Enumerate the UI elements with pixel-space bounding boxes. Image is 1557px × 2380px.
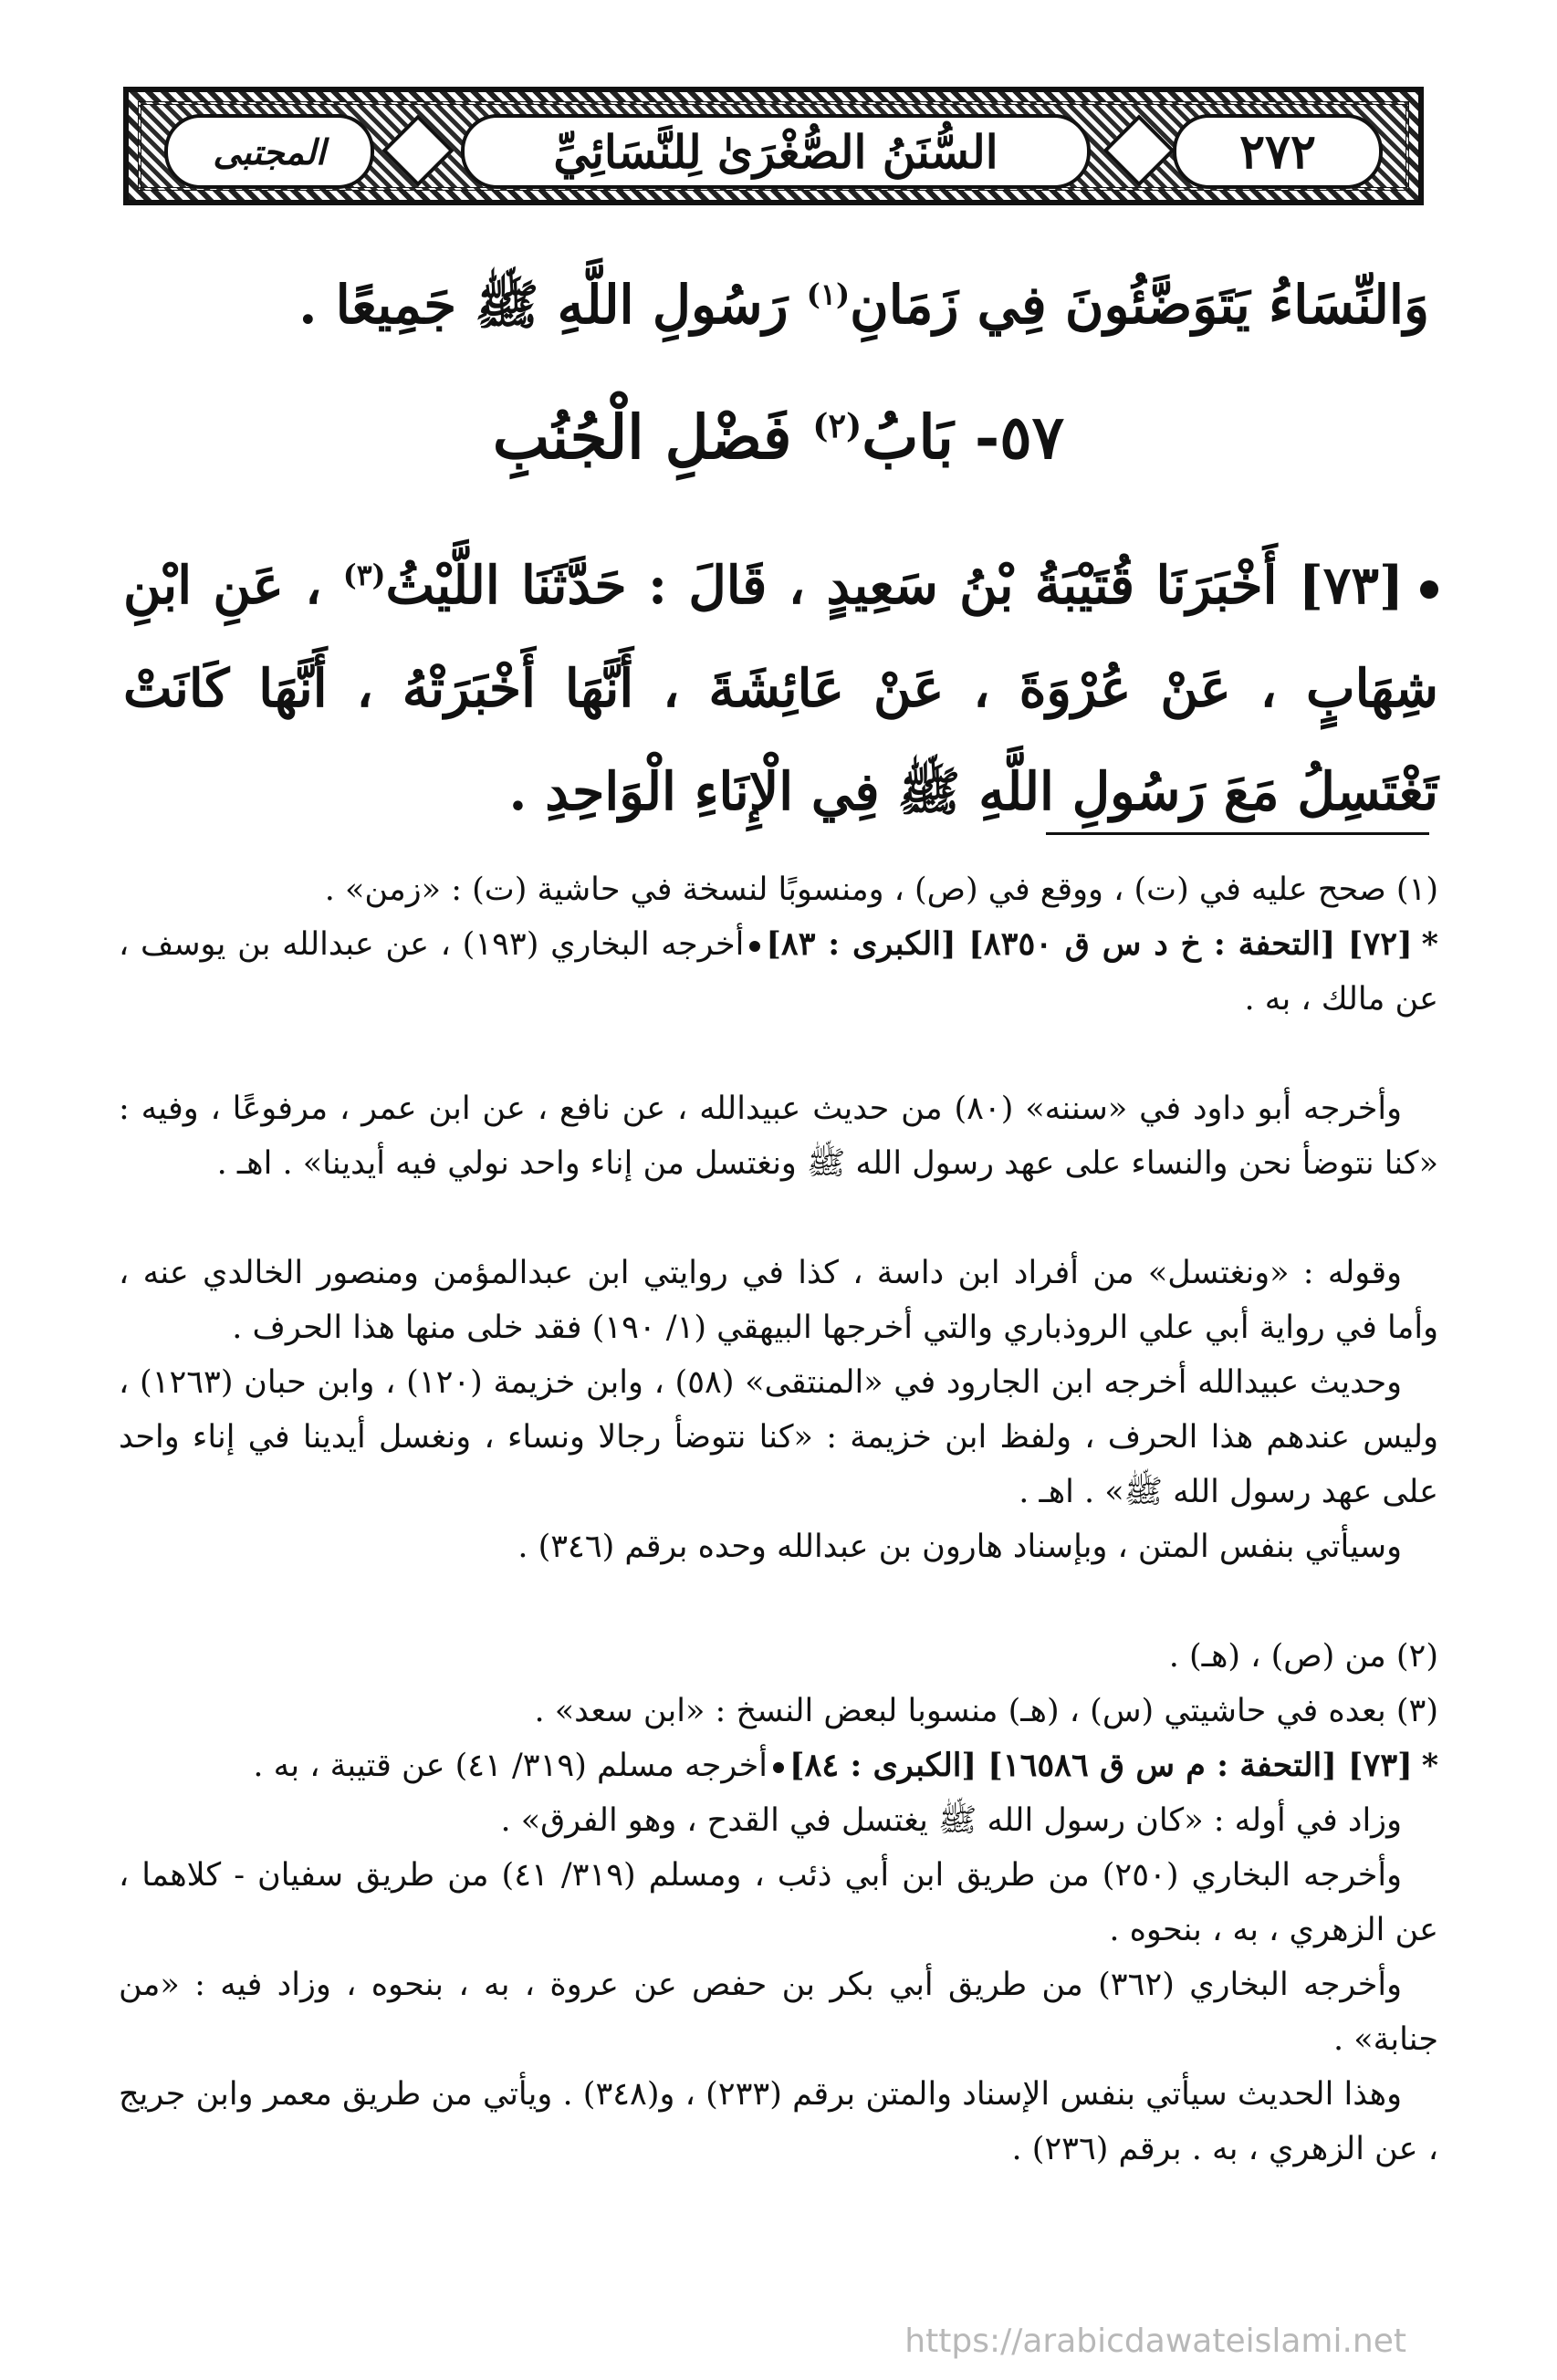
bullet-icon: [749, 941, 760, 952]
footnote-marker: (١): [806, 277, 851, 312]
main-text-line: وَالنِّسَاءُ يَتَوَضَّئُونَ فِي زَمَانِ$^{(١)}$ رَسُولِ اللَّهِ ﷺ جَمِيعًا .: [298, 274, 1429, 336]
footnote-marker: (٢): [812, 406, 862, 445]
page-header-frame: [123, 87, 1424, 205]
footnote: وأخرجه البخاري (٣٦٢) من طريق أبي بكر بن حفص عن عروة ، به ، بنحوه ، وزاد فيه : «من جنابة» .: [119, 1967, 1438, 2058]
footnote-marker: (٣): [342, 559, 386, 592]
footnote: (٢) من (ص) ، (هـ) .: [1168, 1638, 1438, 1675]
footnote: (٣) بعده في حاشيتي (س) ، (هـ) منسوبا لبعض النسخ : «ابن سعد» .: [534, 1693, 1438, 1729]
header-title-cartouche: [461, 114, 1091, 189]
header-logo-cartouche: [164, 114, 374, 189]
footnote-takhrij: *[٧٢] [التحفة : خ د س ق ٨٣٥٠] [الكبرى : ٨٣]أخرجه البخاري (١٩٣) ، عن عبدالله بن يوسف ، عن مالك ، به .: [119, 925, 1438, 1018]
header-page-cartouche: [1173, 114, 1383, 189]
footnote: وزاد في أوله : «كان رسول الله ﷺ يغتسل في القدح ، وهو الفرق» .: [500, 1802, 1402, 1839]
bullet-icon: [1420, 580, 1438, 599]
footnote: وحديث عبيدالله أخرجه ابن الجارود في «المنتقى» (٥٨) ، وابن خزيمة (١٢٠) ، وابن حبان (١٢٦٣) ، وليس عندهم هذا الحرف ، ولفظ ابن خزيمة : «كنا نتوضأ رجالا ونساء ، ونغسل أيدينا في إناء واحد على عهد رسول الله ﷺ» . اهـ .: [119, 1364, 1438, 1510]
takhrij-reference: [٧٣] [التحفة : م س ق ١٦٥٨٦] [الكبرى : ٨٤]: [789, 1747, 1413, 1784]
footnote: وأخرجه البخاري (٢٥٠) من طريق ابن أبي ذئب ، ومسلم (٣١٩/ ٤١) من طريق سفيان - كلاهما ، عن الزهري ، به ، بنحوه .: [119, 1857, 1438, 1948]
bullet-icon: [773, 1762, 784, 1773]
footnote: وقوله : «ونغتسل» من أفراد ابن داسة ، كذا في روايتي ابن عبدالمؤمن ومنصور الخالدي عنه ، وأما في رواية أبي علي الروذباري والتي أخرجها البيهقي (١/ ١٩٠) فقد خلى منها هذا الحرف .: [119, 1255, 1438, 1346]
footnote: وسيأتي بنفس المتن ، وبإسناد هارون بن عبدالله وحده برقم (٣٤٦) .: [517, 1529, 1402, 1565]
takhrij-reference: [٧٢] [التحفة : خ د س ق ٨٣٥٠] [الكبرى : ٨٣]: [766, 925, 1413, 963]
asterisk-icon: *: [1421, 925, 1438, 963]
chapter-heading: ٥٧- بَابُ$^{(٢)}$ فَضْلِ الْجُنُبِ: [492, 402, 1065, 473]
book-title: السُّنَنُ الصُّغْرَىٰ لِلنَّسَائِيِّ: [553, 124, 998, 179]
header-ornament-icon: [381, 114, 454, 186]
header-ornament-band: [138, 101, 1409, 191]
footnote-separator: [1046, 832, 1429, 835]
page-number: ٢٧٢: [1239, 123, 1316, 180]
asterisk-icon: *: [1421, 1747, 1438, 1784]
footnote-takhrij: *[٧٣] [التحفة : م س ق ١٦٥٨٦] [الكبرى : ٨٤]أخرجه مسلم (٣١٩/ ٤١) عن قتيبة ، به .: [253, 1747, 1438, 1784]
watermark-url: https://arabicdawateislami.net: [904, 2323, 1406, 2360]
footnote: وأخرجه أبو داود في «سننه» (٨٠) من حديث عبيدالله ، عن نافع ، عن ابن عمر ، مرفوعًا ، وفيه : «كنا نتوضأ نحن والنساء على عهد رسول الله ﷺ ونغتسل من إناء واحد نولي فيه أيدينا» . اهـ .: [119, 1091, 1438, 1182]
header-ornament-icon: [1102, 114, 1175, 186]
footnote: وهذا الحديث سيأتي بنفس الإسناد والمتن برقم (٢٣٣) ، و(٣٤٨) . ويأتي من طريق معمر وابن جريج ، عن الزهري ، به . برقم (٢٣٦) .: [119, 2076, 1438, 2167]
footnote: (١) صحح عليه في (ت) ، ووقع في (ص) ، ومنسوبًا لنسخة في حاشية (ت) : «زمن» .: [324, 872, 1438, 908]
header-logo-text: المجتبى: [213, 130, 326, 172]
hadith-text: [٧٣] أَخْبَرَنَا قُتَيْبَةُ بْنُ سَعِيدٍ ، قَالَ : حَدَّثَنَا اللَّيْثُ$^{(٣)}$ ، عَنِ ابْنِ شِهَابٍ ، عَنْ عُرْوَةَ ، عَنْ عَائِشَةَ ، أَنَّهَا أَخْبَرَتْهُ ، أَنَّهَا كَانَتْ تَغْتَسِلُ مَعَ رَسُولِ اللَّهِ ﷺ فِي الْإِنَاءِ الْوَاحِدِ .: [123, 555, 1438, 822]
